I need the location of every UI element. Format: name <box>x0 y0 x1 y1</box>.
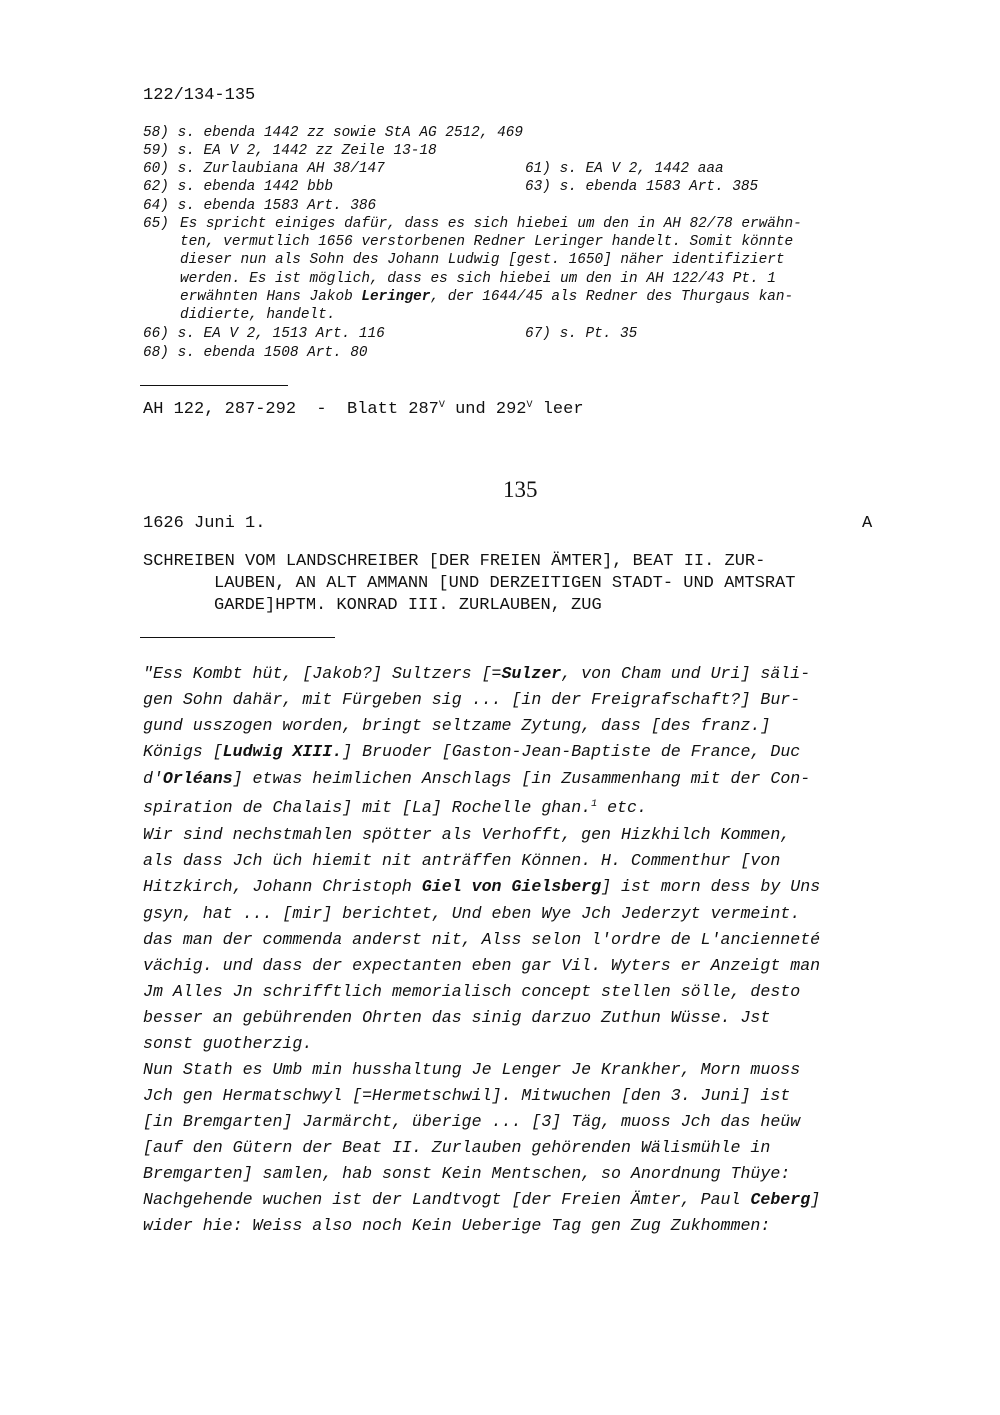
document-date: 1626 Juni 1. <box>143 514 266 533</box>
body-line: Jm Alles Jn schrifftlich memorialisch concept stellen sölle, desto <box>143 982 801 1001</box>
footnote-68: 68) s. ebenda 1508 Art. 80 <box>143 345 368 361</box>
source-line: AH 122, 287-292 - Blatt $287^V$ und $292^V$ leer <box>143 400 584 419</box>
body-line: [in Bremgarten] Jarmärcht, überige ... [3] Täg, muoss Jch das heüw <box>143 1112 801 1131</box>
footnote-65-line: werden. Es ist möglich, dass es sich hiebei um den in AH 122/43 Pt. 1 <box>180 271 776 287</box>
footnote-65-line: dieser nun als Sohn des Johann Ludwig [gest. 1650] näher identifiziert <box>180 252 785 268</box>
body-line: Königs [Ludwig XIII.] Bruoder [Gaston-Jean-Baptiste de France, Duc <box>143 742 801 761</box>
body-line: gund usszogen worden, bringt seltzame Zytung, dass [des franz.] <box>143 716 771 735</box>
footnote-64: 64) s. ebenda 1583 Art. 386 <box>143 198 377 214</box>
footnote-65-line: erwähnten Hans Jakob Leringer, der 1644/45 als Redner des Thurgaus kan- <box>180 289 794 305</box>
footnote-60: 60) s. Zurlaubiana AH 38/147 <box>143 161 385 177</box>
footnote-63: 63) s. ebenda 1583 Art. 385 <box>525 179 759 195</box>
heading-line: LAUBEN, AN ALT AMMANN [UND DERZEITIGEN STADT- UND AMTSRAT <box>214 574 796 593</box>
body-line: Jch gen Hermatschwyl [=Hermetschwil]. Mitwuchen [den 3. Juni] ist <box>143 1086 791 1105</box>
heading-divider <box>140 637 335 638</box>
footnote-66: 66) s. EA V 2, 1513 Art. 116 <box>143 326 385 342</box>
heading-line: SCHREIBEN VOM LANDSCHREIBER [DER FREIEN ÄMTER], BEAT II. ZUR- <box>143 552 766 571</box>
footnote-divider <box>140 385 288 386</box>
page-reference: 122/134-135 <box>143 86 256 105</box>
body-line: Nachgehende wuchen ist der Landtvogt [der Freien Ämter, Paul Ceberg] <box>143 1190 821 1209</box>
body-line: Hitzkirch, Johann Christoph Giel von Gielsberg] ist morn dess by Uns <box>143 877 821 896</box>
footnote-65-number: 65) <box>143 216 169 232</box>
body-line: als dass Jch üch hiemit nit anträffen Können. H. Commenthur [von <box>143 851 781 870</box>
body-line: d'Orléans] etwas heimlichen Anschlags [in Zusammenhang mit der Con- <box>143 769 811 788</box>
footnote-65-line: Es spricht einiges dafür, dass es sich hiebei um den in AH 82/78 erwähn- <box>180 216 802 232</box>
heading-line: GARDE]HPTM. KONRAD III. ZURLAUBEN, ZUG <box>214 596 602 615</box>
body-line: gen Sohn dahär, mit Fürgeben sig ... [in der Freigrafschaft?] Bur- <box>143 690 801 709</box>
footnote-65-line: didierte, handelt. <box>180 307 336 323</box>
footnote-58: 58) s. ebenda 1442 zz sowie StA AG 2512, 469 <box>143 125 523 141</box>
body-line: sonst guotherzig. <box>143 1034 313 1053</box>
document-type: A <box>862 514 873 533</box>
body-line: gsyn, hat ... [mir] berichtet, Und eben Wye Jch Jederzyt vermeint. <box>143 904 801 923</box>
body-line: Nun Stath es Umb min husshaltung Je Lenger Je Krankher, Morn muoss <box>143 1060 801 1079</box>
document-number: 135 <box>503 477 538 502</box>
footnote-65-line: ten, vermutlich 1656 verstorbenen Redner Leringer handelt. Somit könnte <box>180 234 794 250</box>
body-line: Bremgarten] samlen, hab sonst Kein Mentschen, so Anordnung Thüye: <box>143 1164 791 1183</box>
body-line: das man der commenda anderst nit, Alss selon l'ordre de L'ancienneté <box>143 930 821 949</box>
footnote-67: 67) s. Pt. 35 <box>525 326 638 342</box>
footnote-59: 59) s. EA V 2, 1442 zz Zeile 13-18 <box>143 143 437 159</box>
body-line: "Ess Kombt hüt, [Jakob?] Sultzers [=Sulzer, von Cham und Uri] säli- <box>143 664 811 683</box>
footnote-62: 62) s. ebenda 1442 bbb <box>143 179 334 195</box>
body-line: Wir sind nechstmahlen spötter als Verhofft, gen Hizkhilch Kommen, <box>143 825 791 844</box>
body-line: vächig. und dass der expectanten eben gar Vil. Wyters er Anzeigt man <box>143 956 821 975</box>
body-line: spiration de Chalais] mit [La] Rochelle ghan.$^1$ etc. <box>143 798 647 817</box>
body-line: [auf den Gütern der Beat II. Zurlauben gehörenden Wälismühle in <box>143 1138 771 1157</box>
footnote-61: 61) s. EA V 2, 1442 aaa <box>525 161 724 177</box>
body-line: besser an gebührenden Ohrten das sinig darzuo Zuthun Wüsse. Jst <box>143 1008 771 1027</box>
body-line: wider hie: Weiss also noch Kein Ueberige Tag gen Zug Zukhommen: <box>143 1216 771 1235</box>
